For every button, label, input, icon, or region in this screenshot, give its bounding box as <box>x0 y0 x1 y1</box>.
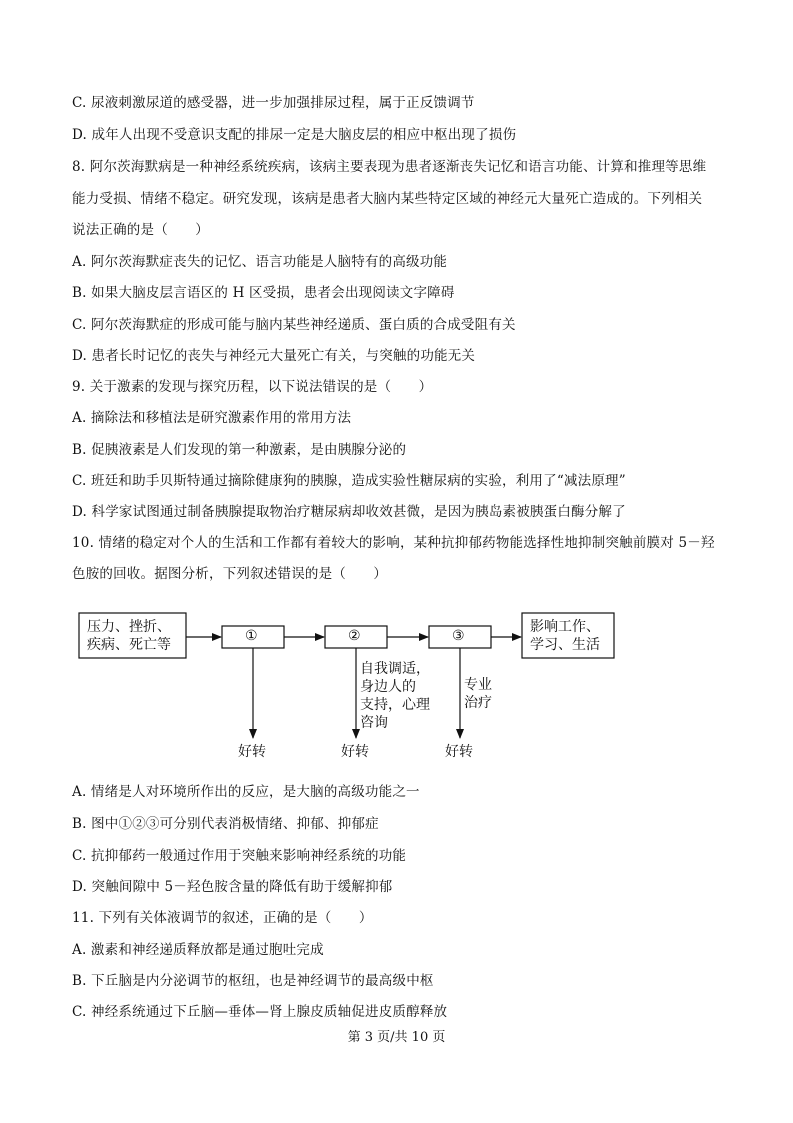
stage-1-label: ① <box>245 628 258 644</box>
question-9: 9. 关于激素的发现与探究历程，以下说法错误的是（ ） <box>72 379 433 395</box>
outcome-2: 好转 <box>341 744 369 760</box>
question-11: 11. 下列有关体液调节的叙述，正确的是（ ） <box>72 910 373 926</box>
question-10-line-2: 色胺的回收。据图分析，下列叙述错误的是（ ） <box>72 566 388 582</box>
note-2-text-3: 支持，心理 <box>360 697 430 713</box>
option-11c: C. 神经系统通过下丘脑—垂体—肾上腺皮质轴促进皮质醇释放 <box>72 1004 448 1020</box>
page-footer: 第 3 页/共 10 页 <box>347 1030 446 1045</box>
note-3-text-2: 治疗 <box>464 695 492 711</box>
cause-text-1: 压力、挫折、 <box>87 619 171 635</box>
option-11a: A. 激素和神经递质释放都是通过胞吐完成 <box>72 942 324 958</box>
note-2-text-2: 身边人的 <box>360 679 416 695</box>
option-10b: B. 图中①②③可分别代表消极情绪、抑郁、抑郁症 <box>72 816 379 832</box>
option-10a: A. 情绪是人对环境所作出的反应，是大脑的高级功能之一 <box>72 784 420 800</box>
note-3-text-1: 专业 <box>464 677 492 693</box>
question-8-line-2: 能力受损、情绪不稳定。研究发现，该病是患者大脑内某些特定区域的神经元大量死亡造成的。下列相关 <box>72 191 703 207</box>
option-9a: A. 摘除法和移植法是研究激素作用的常用方法 <box>72 410 352 426</box>
note-2-text-4: 咨询 <box>360 715 388 731</box>
option-8a: A. 阿尔茨海默症丧失的记忆、语言功能是人脑特有的高级功能 <box>72 254 448 270</box>
outcome-3: 好转 <box>445 744 473 760</box>
question-8-line-3: 说法正确的是（ ） <box>72 222 209 238</box>
option-8b: B. 如果大脑皮层言语区的 H 区受损，患者会出现阅读文字障碍 <box>72 285 455 301</box>
outcome-1: 好转 <box>238 744 266 760</box>
question-8-line-1: 8. 阿尔茨海默病是一种神经系统疾病，该病主要表现为患者逐渐丧失记忆和语言功能、计算和推理等思维 <box>72 159 707 175</box>
stage-2-label: ② <box>348 628 361 644</box>
option-10d: D. 突触间隙中 5－羟色胺含量的降低有助于缓解抑郁 <box>72 879 393 895</box>
stage-3-label: ③ <box>452 628 465 644</box>
option-8d: D. 患者长时记忆的丧失与神经元大量死亡有关，与突触的功能无关 <box>72 348 476 364</box>
option-9d: D. 科学家试图通过制备胰腺提取物治疗糖尿病却收效甚微，是因为胰岛素被胰蛋白酶分解了 <box>72 504 626 520</box>
question-10-line-1: 10. 情绪的稳定对个人的生活和工作都有着较大的影响，某种抗抑郁药物能选择性地抑制突触前膜对 5－羟 <box>72 535 715 551</box>
emotion-flow-diagram <box>0 600 793 775</box>
cause-text-2: 疾病、死亡等 <box>87 637 171 653</box>
effect-text-1: 影响工作、 <box>530 619 600 635</box>
option-11b: B. 下丘脑是内分泌调节的枢纽，也是神经调节的最高级中枢 <box>72 973 434 989</box>
effect-text-2: 学习、生活 <box>530 637 600 653</box>
option-9b: B. 促胰液素是人们发现的第一种激素，是由胰腺分泌的 <box>72 442 407 458</box>
option-9c: C. 班廷和助手贝斯特通过摘除健康狗的胰腺，造成实验性糖尿病的实验，利用了“减法原理” <box>72 473 626 489</box>
option-7d: D. 成年人出现不受意识支配的排尿一定是大脑皮层的相应中枢出现了损伤 <box>72 127 517 143</box>
note-2-text-1: 自我调适， <box>360 661 430 677</box>
option-10c: C. 抗抑郁药一般通过作用于突触来影响神经系统的功能 <box>72 848 407 864</box>
option-7c: C. 尿液刺激尿道的感受器，进一步加强排尿过程，属于正反馈调节 <box>72 95 475 111</box>
option-8c: C. 阿尔茨海默症的形成可能与脑内某些神经递质、蛋白质的合成受阻有关 <box>72 317 516 333</box>
